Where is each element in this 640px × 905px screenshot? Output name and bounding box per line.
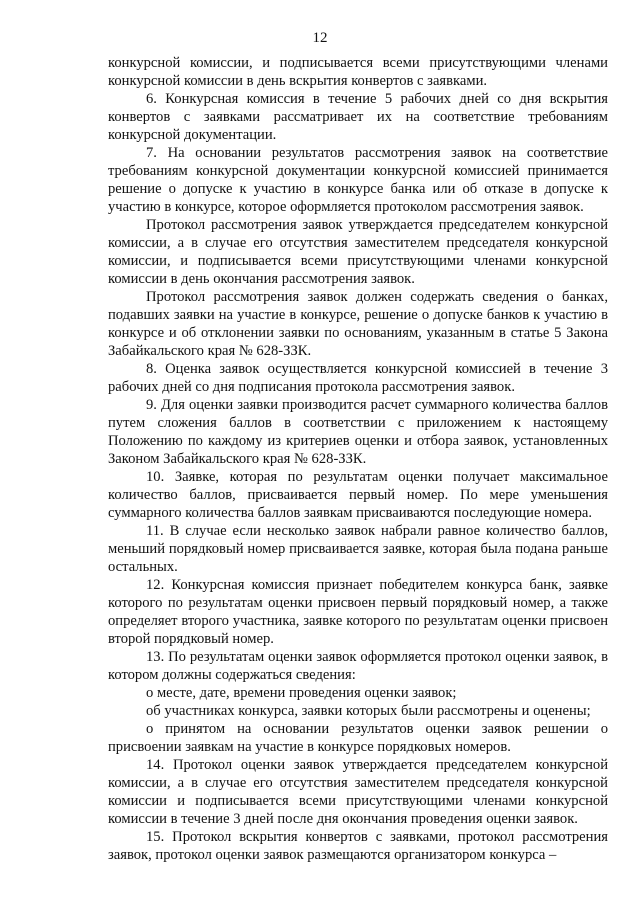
paragraph: 10. Заявке, которая по результатам оценки получает максимальное количество баллов, присваивается первый номер. По мере уменьшения суммарного количества баллов заявкам присваиваются последующие номера. [108, 469, 608, 521]
paragraph: 12. Конкурсная комиссия признает победителем конкурса банк, заявке которого по результатам оценки присвоен первый порядковый номер, а также определяет второго участника, заявке которого по результатам оценки присвоен второй порядковый номер. [108, 577, 608, 647]
document-body [108, 54, 608, 864]
paragraph: Протокол рассмотрения заявок утверждается председателем конкурсной комиссии, а в случае его отсутствия заместителем председателя конкурсной комиссии, и подписывается всеми присутствующими членами конкурсной комиссии в день окончания рассмотрения заявок. [108, 217, 608, 287]
paragraph: конкурсной комиссии, и подписывается всеми присутствующими членами конкурсной комиссии в день вскрытия конвертов с заявками. [108, 55, 608, 89]
paragraph: 7. На основании результатов рассмотрения заявок на соответствие требованиям конкурсной документации конкурсной комиссией принимается решение о допуске к участию в конкурсе банка или об отказе в допуске к участию в конкурсе, которое оформляется протоколом рассмотрения заявок. [108, 145, 608, 215]
paragraph: 14. Протокол оценки заявок утверждается председателем конкурсной комиссии, а в случае его отсутствия заместителем председателя конкурсной комиссии и подписывается всеми присутствующими членами конкурсной комиссии в течение 3 дней после дня окончания проведения оценки заявок. [108, 757, 608, 827]
paragraph: 13. По результатам оценки заявок оформляется протокол оценки заявок, в котором должны содержаться сведения: [108, 649, 608, 683]
page-number: 12 [312, 30, 328, 46]
paragraph: 15. Протокол вскрытия конвертов с заявками, протокол рассмотрения заявок, протокол оценки заявок размещаются организатором конкурса – [108, 829, 608, 863]
paragraph: Протокол рассмотрения заявок должен содержать сведения о банках, подавших заявки на участие в конкурсе, решение о допуске банков к участию в конкурсе и об отклонении заявки по основаниям, указанным в статье 5 Закона Забайкальского края № 628-ЗЗК. [108, 289, 608, 359]
paragraph: 9. Для оценки заявки производится расчет суммарного количества баллов путем сложения баллов в соответствии с приложением к настоящему Положению по каждому из критериев оценки и отбора заявок, установленных Законом Забайкальского края № 628-ЗЗК. [108, 397, 608, 467]
paragraph: о месте, дате, времени проведения оценки заявок; [146, 685, 457, 701]
paragraph: о принятом на основании результатов оценки заявок решении о присвоении заявкам на участие в конкурсе порядковых номеров. [108, 721, 608, 755]
paragraph: 11. В случае если несколько заявок набрали равное количество баллов, меньший порядковый номер присваивается заявке, которая была подана раньше остальных. [108, 523, 608, 575]
paragraph: об участниках конкурса, заявки которых были рассмотрены и оценены; [146, 703, 591, 719]
paragraph: 6. Конкурсная комиссия в течение 5 рабочих дней со дня вскрытия конвертов с заявками рассматривает их на соответствие требованиям конкурсной документации. [108, 91, 608, 143]
paragraph: 8. Оценка заявок осуществляется конкурсной комиссией в течение 3 рабочих дней со дня подписания протокола рассмотрения заявок. [108, 361, 608, 395]
